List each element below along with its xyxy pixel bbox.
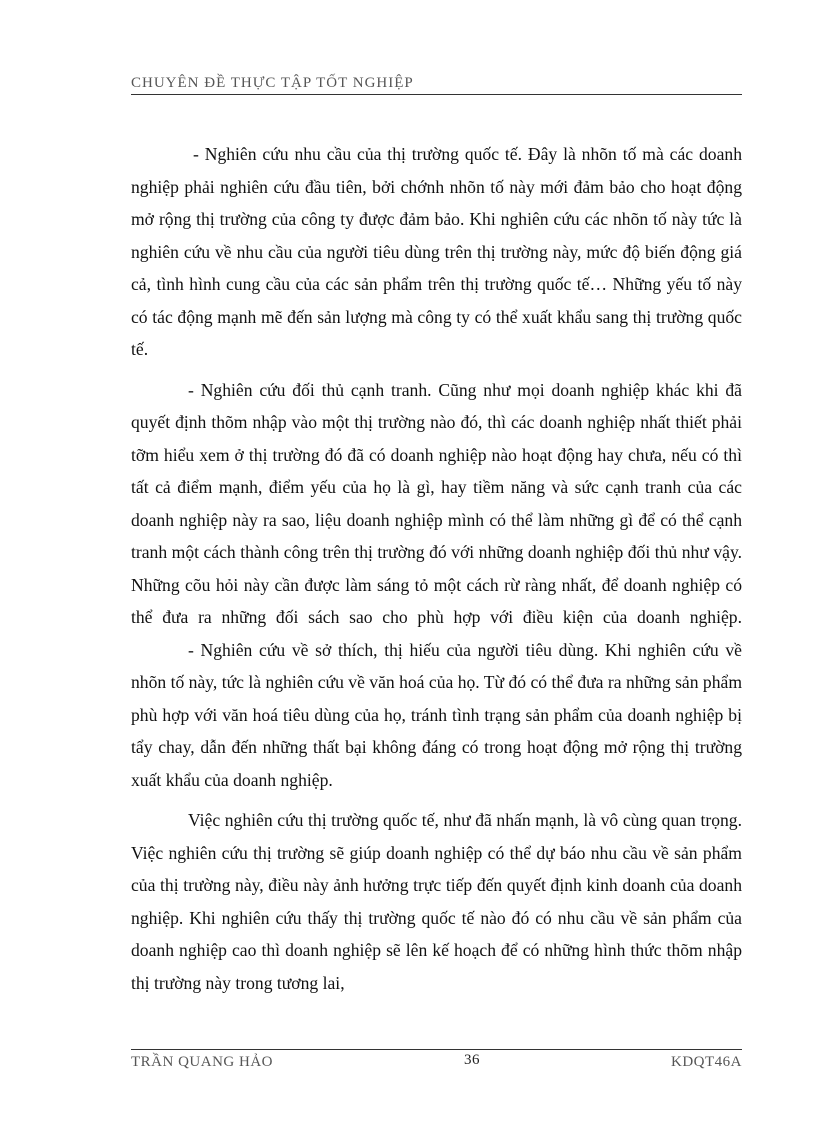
header-title: CHUYÊN ĐỀ THỰC TẬP TỐT NGHIỆP	[131, 75, 414, 91]
document-body	[131, 138, 742, 999]
page-number: 36	[464, 1052, 480, 1068]
page-footer	[131, 1049, 742, 1071]
page-header	[131, 74, 742, 95]
paragraph-competitor-research: - Nghiên cứu đối thủ cạnh tranh. Cũng như mọi doanh nghiệp khác khi đã quyết định thõm nhập vào một thị trường nào đó, thì các doanh nghiệp nhất thiết phải tỡm hiểu xem ở thị trường đó đã có doanh nghiệp nào hoạt động hay chưa, nếu có thì tất cả điểm mạnh, điểm yếu của họ là gì, hay tiềm năng và sức cạnh tranh của các doanh nghiệp này ra sao, liệu doanh nghiệp mình có thể làm những gì để có thể cạnh tranh một cách thành công trên thị trường đó với những doanh nghiệp đối thủ như vậy. Những cõu hỏi này cần được làm sáng tỏ một cách rừ ràng nhất, để doanh nghiệp có thể đưa ra những đối sách sao cho phù hợp với điều kiện của doanh nghiệp.	[131, 379, 742, 627]
paragraph-consumer-preference: - Nghiên cứu về sở thích, thị hiếu của người tiêu dùng. Khi nghiên cứu về nhõn tố này, tức là nghiên cứu về văn hoá của họ. Từ đó có thể đưa ra những sản phẩm phù hợp với văn hoá tiêu dùng của họ, tránh tình trạng sản phẩm của doanh nghiệp bị tẩy chay, dẫn đến những thất bại không đáng có trong hoạt động mở rộng thị trường xuất khẩu của doanh nghiệp.	[131, 639, 743, 790]
footer-author: TRẦN QUANG HẢO	[131, 1054, 273, 1070]
paragraph-market-demand: - Nghiên cứu nhu cầu của thị trường quốc tế. Đây là nhõn tố mà các doanh nghiệp phải nghiên cứu đầu tiên, bởi chớnh nhõn tố này mới đảm bảo cho hoạt động mở rộng thị trường của công ty được đảm bảo. Khi nghiên cứu các nhõn tố này tức là nghiên cứu về nhu cầu của người tiêu dùng trên thị trường này, mức độ biến động giá cả, tình hình cung cầu của các sản phẩm trên thị trường quốc tế… Những yếu tố này có tác động mạnh mẽ đến sản lượng mà công ty có thể xuất khẩu sang thị trường quốc tế.	[131, 144, 742, 359]
footer-class-code: KDQT46A	[671, 1054, 742, 1070]
paragraph-market-research-importance: Việc nghiên cứu thị trường quốc tế, như đã nhấn mạnh, là vô cùng quan trọng. Việc nghiên cứu thị trường sẽ giúp doanh nghiệp có thể dự báo nhu cầu về sản phẩm của thị trường này, điều này ảnh hưởng trực tiếp đến quyết định kinh doanh của doanh nghiệp. Khi nghiên cứu thấy thị trường quốc tế nào đó có nhu cầu về sản phẩm của doanh nghiệp cao thì doanh nghiệp sẽ lên kế hoạch để có những hình thức thõm nhập thị trường này trong tương lai,	[131, 810, 742, 993]
